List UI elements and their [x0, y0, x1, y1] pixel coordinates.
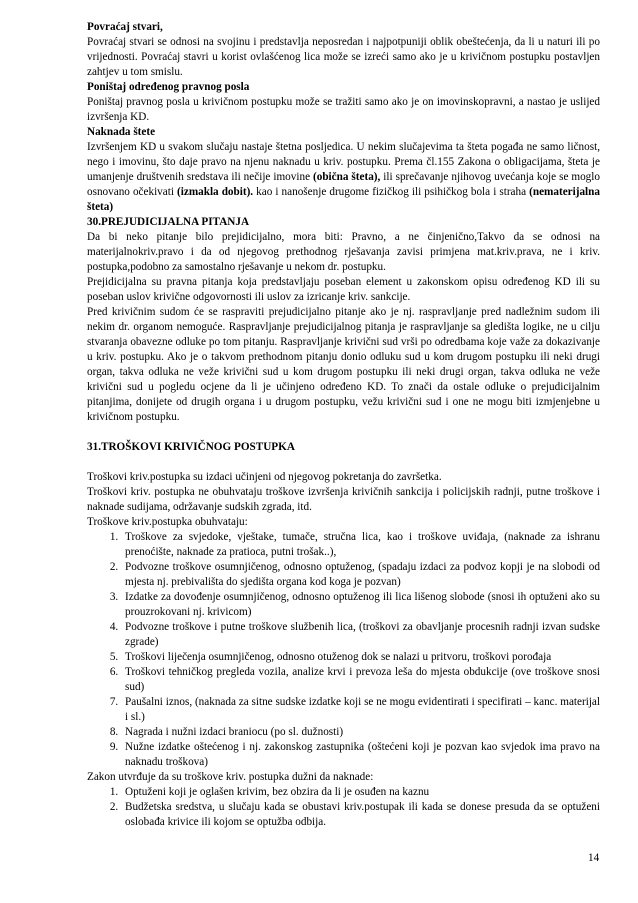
document-page — [87, 20, 600, 830]
paragraph-povracaj: Povraćaj stvari se odnosi na svojinu i predstavlja neposredan i najpotpuniji oblik obeštećenja, da li u naturi ili po vrijednosti. Povraćaj stavri u korist ovlašćenog lica može se izreći samo ako je u krivičnom postupku postavljen zahtjev u tom smislu. — [87, 36, 600, 78]
heading-ponistaj: Poništaj određenog pravnog posla — [87, 81, 250, 93]
paragraph-troskovi-4: Zakon utvrđuje da su troškove kriv. postupka dužni da naknade: — [87, 771, 374, 783]
list-item: 3. Izdatke za dovođenje osumnjičenog, odnosno optuženog ili lica lišenog slobode (snosi ih optuženi ako su prouzrokovani nj. krivicom) — [121, 590, 600, 620]
list-item: 9. Nužne izdatke oštećenog i nj. zakonskog zastupnika (oštećeni koji je pozvan kao svjedok ima pravo na naknadu troškova) — [121, 740, 600, 770]
paragraph-troskovi-2: Troškovi kriv. postupka ne obuhvataju troškove izvršenja krivičnih sankcija i policijskih radnji, putne troškove i naknade sudijama, održavanje sudskih zgrada, itd. — [87, 486, 600, 513]
list-troskovi-obuhvataju — [87, 530, 600, 770]
bold-term-izmakla-dobit: (izmakla dobit). — [177, 186, 254, 198]
list-item: 7. Paušalni iznos, (naknada za sitne sudske izdatke koji se ne mogu evidentirati i specifirati – kanc. materijal i sl.) — [121, 695, 600, 725]
list-item: 1. Optuženi koji je oglašen krivim, bez obzira da li je osuđen na kaznu — [121, 785, 600, 800]
list-item: 6. Troškovi tehničkog pregleda vozila, analize krvi i prevoza leša do mjesta obdukcije (ove troškove snosi sud) — [121, 665, 600, 695]
paragraph-prejudicijalna-2: Prejidicijalna su pravna pitanja koja predstavljaju poseban element u zakonskom opisu određenog KD ili su poseban uslov krivične odgovornosti ili uslov za izricanje kriv. sankcije. — [87, 276, 600, 303]
list-item: 1. Troškove za svjedoke, vještake, tumače, stručna lica, kao i troškove uviđaja, (naknade za ishranu prenoćište, naknade za pratioca, putni trošak..), — [121, 530, 600, 560]
paragraph-ponistaj: Poništaj pravnog posla u krivičnom postupku može se tražiti samo ako je on imovinskopravni, a nastao je uslijed izvršenja KD. — [87, 96, 600, 123]
bold-term-obicna-steta: (obična šteta), — [313, 171, 381, 183]
text-run: kao i nanošenje drugome fizičkog ili psihičkog bola i straha — [253, 186, 530, 198]
paragraph-troskovi-3: Troškove kriv.postupka obuhvataju: — [87, 516, 248, 528]
heading-troskovi: 31.TROŠKOVI KRIVIČNOG POSTUPKA — [87, 441, 295, 453]
paragraph-prejudicijalna-3: Pred krivičnim sudom će se raspraviti prejudicijalno pitanje ako je nj. raspravljanje pred nadležnim sudom ili nekim dr. organom nemoguće. Raspravljanje prejudicijalnog pitanja je raspravljanje sa gledišta logike, ne u cilju stvaranja obavezne odluke po tom pitanju. Raspravljanje krivični sud vrši po odredbama koje važe za dokazivanje u kriv. postupku. Ako je o takvom prethodnom pitanju donio odluku sud u kom drugom postupku ili neki drugi organ, takva odluka ne veže krivični sud u kom drugom postupku ili neki drugi organ, takva odluka ne veže krivični sud u pogledu ocjene da li je učinjeno određeno KD. To znači da ostale odluke o prejudicijalnim pitanjima, donijete od drugih organa i u drugom postupku, vežu krivični sud i one ne mogu biti izmjenjebne u krivičnom postupku. — [87, 306, 600, 423]
list-item: 8. Nagrada i nužni izdaci braniocu (po sl. dužnosti) — [121, 725, 600, 740]
heading-povracaj-stvari: Povraćaj stvari, — [87, 21, 163, 33]
heading-naknada-stete: Naknada štete — [87, 126, 156, 138]
list-item: 2. Podvozne troškove osumnjičenog, odnosno optuženog, (spadaju izdaci za podvoz kopji je na slobodi od mjesta nj. prebivališta do sjedišta organa kod koga je pozvan) — [121, 560, 600, 590]
page-number: 14 — [588, 852, 600, 864]
list-item: 2. Budžetska sredstva, u slučaju kada se obustavi kriv.postupak ili kada se donese presuda da se optuženi oslobađa krivice ili kojom se optužba odbija. — [121, 800, 600, 830]
text-run: ili sprečavanje njihovog uvećanja koje se moglo osnovano očekivati — [87, 171, 600, 198]
paragraph-prejudicijalna-1: Da bi neko pitanje bilo prejidicijalno, mora biti: Pravno, a ne činjenično,Takvo da se odnosi na materijalnokriv.pravo i da od njegovog prethodnog rješavanja zavisi primjena mat.kriv.prava, ne i kriv. postupka,podobno za samostalno rješavanje u nekom dr. postupku. — [87, 231, 600, 273]
paragraph-troskovi-1: Troškovi kriv.postupka su izdaci učinjeni od njegovog pokretanja do završetka. — [87, 471, 442, 483]
text-run: Izvršenjem KD u svakom slučaju nastaje štetna posljedica. U nekim slučajevima ta šteta pogađa ne samo ličnost, nego i imovinu, što daje pravo na njenu naknadu u kriv. postupku. Prema čl.155 Zakona o obligacijama, šteta je umanjenje društvenih sredstava ili nečije imovine — [87, 141, 600, 183]
list-item: 5. Troškovi liječenja osumnjičenog, odnosno otuženog dok se nalazi u pritvoru, troškovi porođaja — [121, 650, 600, 665]
list-item: 4. Podvozne troškove i putne troškove službenih lica, (troškovi za obavljanje procesnih radnji izvan sudske zgrade) — [121, 620, 600, 650]
list-duzni-naknade — [87, 785, 600, 830]
bold-term-nematerijalna-steta: (nematerijalna šteta) — [87, 186, 600, 213]
heading-prejudicijalna-pitanja: 30.PREJUDICIJALNA PITANJA — [87, 216, 250, 228]
paragraph-naknada — [87, 140, 600, 215]
